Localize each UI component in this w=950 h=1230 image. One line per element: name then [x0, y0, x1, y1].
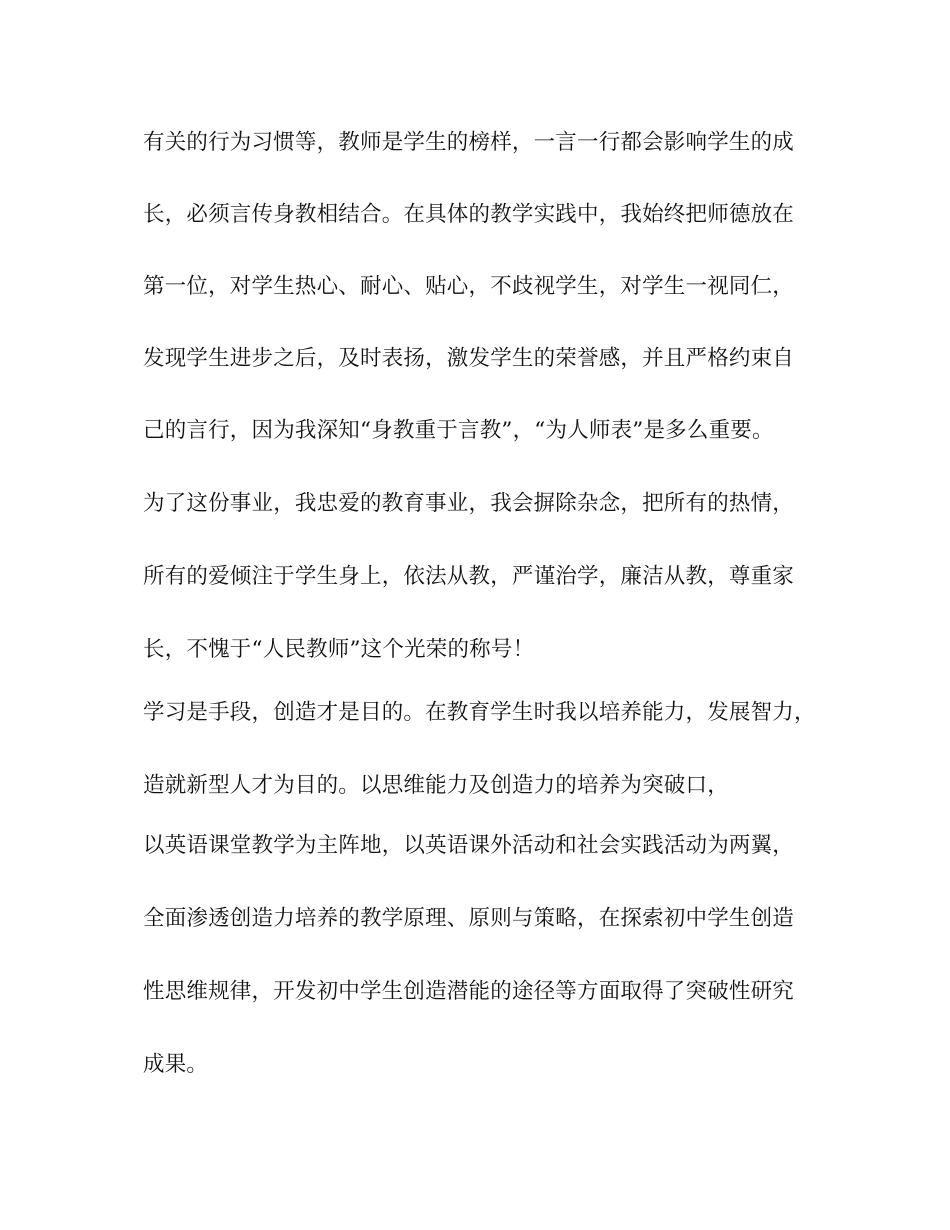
text-line: 造就新型人才为目的。以思维能力及创造力的培养为突破口， [143, 773, 729, 798]
text-line: 第一位，对学生热心、耐心、贴心，不歧视学生，对学生一视同仁， [143, 274, 795, 299]
text-line: 所有的爱倾注于学生身上，依法从教，严谨治学，廉洁从教，尊重家 [143, 564, 795, 589]
text-line: 长，必须言传身教相结合。在具体的教学实践中，我始终把师德放在 [143, 202, 795, 227]
text-line: 己的言行，因为我深知“身教重于言教”，“为人师表”是多么重要。 [143, 418, 774, 443]
text-line: 为了这份事业，我忠爱的教育事业，我会摒除杂念，把所有的热情， [143, 491, 795, 516]
text-line: 学习是手段，创造才是目的。在教育学生时我以培养能力，发展智力， [143, 700, 816, 725]
text-line: 性思维规律，开发初中学生创造潜能的途径等方面取得了突破性研究 [143, 979, 795, 1004]
text-line: 有关的行为习惯等，教师是学生的榜样，一言一行都会影响学生的成 [143, 130, 795, 155]
text-line: 发现学生进步之后，及时表扬，激发学生的荣誉感，并且严格约束自 [143, 346, 795, 371]
text-line: 长，不愧于“人民教师”这个光荣的称号！ [143, 637, 535, 662]
text-line: 以英语课堂教学为主阵地，以英语课外活动和社会实践活动为两翼， [143, 833, 795, 858]
text-line: 成果。 [143, 1052, 209, 1077]
text-line: 全面渗透创造力培养的教学原理、原则与策略，在探索初中学生创造 [143, 906, 795, 931]
